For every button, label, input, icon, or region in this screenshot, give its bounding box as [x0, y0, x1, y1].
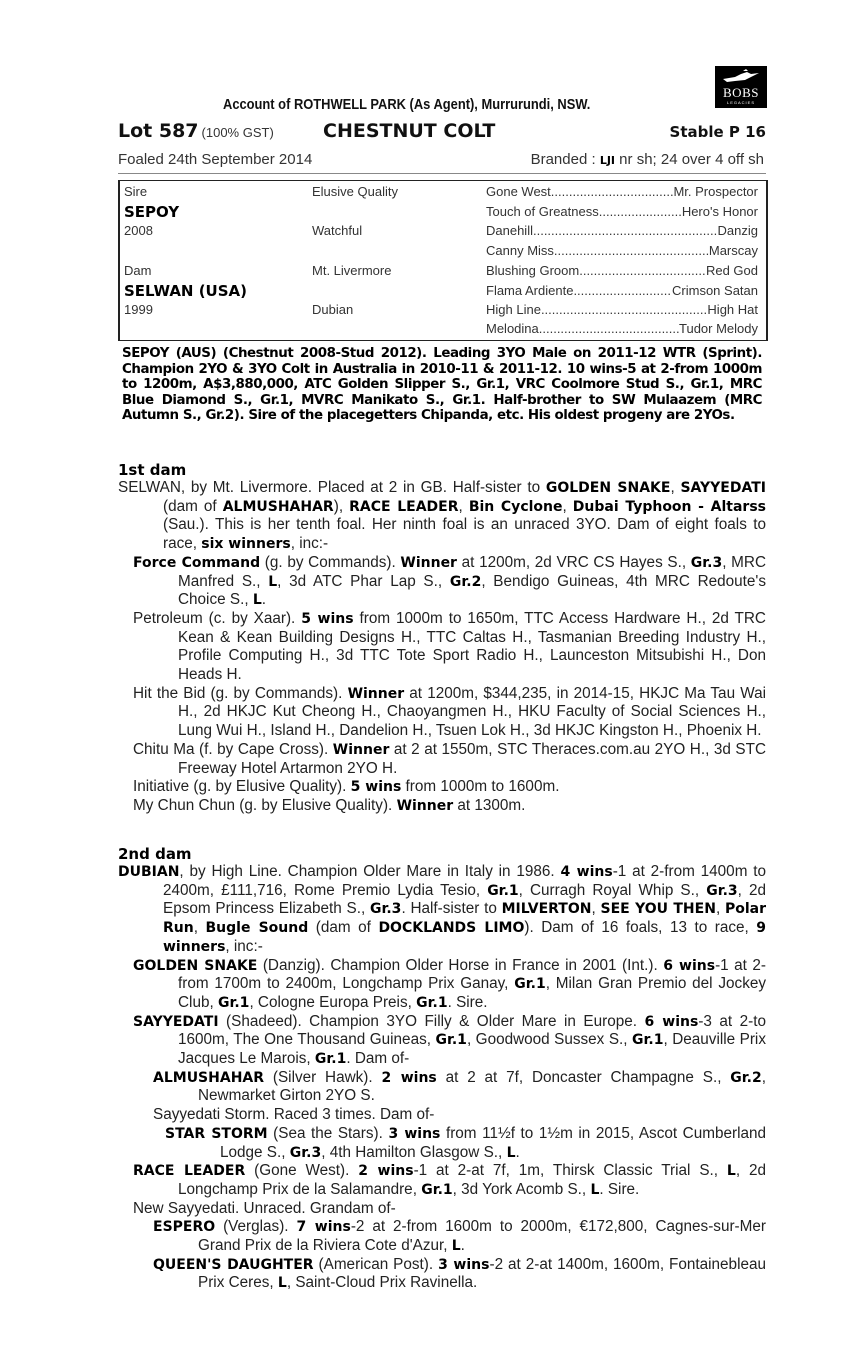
progeny-entry: GOLDEN SNAKE (Danzig). Champion Older Horse in France in 2001 (Int.). 6 wins-1 at 2-from 1700m to 2400m, Longchamp Prix Ganay, Gr.1, Milan Gran Premio del Jockey Club, Gr.1, Cologne Europa Preis, Gr.1. Sire.	[133, 956, 766, 1011]
bold-text: L	[726, 1163, 736, 1180]
second-dam-heading: 2nd dam	[118, 845, 192, 863]
progeny-entry: My Chun Chun (g. by Elusive Quality). Winner at 1300m.	[133, 796, 526, 814]
bold-text: Gr.1	[217, 994, 250, 1011]
brand-detail: nr sh; 24 over 4 off sh	[615, 151, 764, 168]
bold-text: Gr.1	[632, 1032, 664, 1049]
progeny-entry: Sayyedati Storm. Raced 3 times. Dam of-	[153, 1106, 435, 1124]
first-dam-progeny	[118, 554, 766, 816]
bold-text: 9 winners	[163, 920, 767, 955]
bold-text: GOLDEN SNAKE	[133, 957, 258, 974]
bold-text: 4 wins	[560, 864, 613, 880]
progeny-entry: Initiative (g. by Elusive Quality). 5 wins from 1000m to 1600m.	[133, 778, 560, 796]
foaled-date: Foaled 24th September 2014	[118, 151, 313, 168]
bold-text: Gr.1	[314, 1051, 347, 1068]
sire-year: 2008	[124, 223, 153, 238]
bold-text: Gr.2	[449, 573, 482, 590]
progeny-entry: Petroleum (c. by Xaar). 5 wins from 1000m to 1650m, TTC Access Hardware H., 2d TRC Kean & Kean Building Designs H., TTC Caltas H., Tasmanian Breeding Industry H., Profile Computing H., 3d TTC Tote Sport Radio H., Launceston Mitsubishi H., Don Heads H.	[133, 609, 766, 684]
lot-header	[118, 120, 766, 144]
bold-text: Gr.1	[487, 882, 519, 899]
bold-text: Dubai Typhoon - Altarss	[572, 498, 767, 515]
bold-text: Winner	[332, 741, 390, 758]
bold-text: SEE YOU THEN	[600, 901, 716, 918]
gst-note: (100% GST)	[201, 125, 274, 140]
stable-number: Stable P 16	[669, 123, 766, 141]
bold-text: 2 wins	[358, 1163, 414, 1180]
first-dam-intro: SELWAN, by Mt. Livermore. Placed at 2 in GB. Half-sister to GOLDEN SNAKE, SAYYEDATI (dam of ALMUSHAHAR), RACE LEADER, Bin Cyclone, Dubai Typhoon - Altarss (Sau.). This is her tenth foal. Her ninth foal is an unraced 3YO. Dam of eight foals to race, six winners, inc:-	[118, 479, 767, 553]
logo-text: BOBS	[723, 85, 759, 100]
bold-text: Bugle Sound	[205, 920, 309, 937]
bold-text: Gr.3	[289, 1144, 322, 1161]
brand-label: Branded :	[530, 151, 600, 168]
progeny-entry: Force Command (g. by Commands). Winner at 1200m, 2d VRC CS Hayes S., Gr.3, MRC Manfred S., L, 3d ATC Phar Lap S., Gr.2, Bendigo Guineas, 4th MRC Redoute's Choice S., L.	[133, 553, 766, 609]
bold-text: Polar Run	[163, 901, 766, 937]
sire-description: SEPOY (AUS) (Chestnut 2008-Stud 2012). Leading 3YO Male on 2011-12 WTR (Sprint). Champion 2YO & 3YO Colt in Australia in 2010-11 & 2011-12. 10 wins-5 at 2-from 1000m to 1200m, A$3,880,000, ATC Golden Slipper S., Gr.1, VRC Coolmore Stud S., Gr.1, MRC Blue Diamond S., Gr.1, MVRC Manikato S., Gr.1. Half-brother to SW Mulaazem (MRC Autumn S., Gr.2). Sire of the placegetters Chipanda, etc. His oldest progeny are 2YOs.	[122, 346, 762, 424]
sire-label: Sire	[124, 184, 148, 199]
progeny-entry: ALMUSHAHAR (Silver Hawk). 2 wins at 2 at 7f, Doncaster Champagne S., Gr.2, Newmarket Girton 2YO S.	[153, 1068, 766, 1105]
bold-text: Gr.2	[730, 1069, 762, 1086]
bold-text: GOLDEN SNAKE	[545, 480, 671, 496]
bold-text: Gr.1	[421, 1181, 453, 1198]
lot-title: CHESTNUT COLT	[323, 120, 496, 142]
progeny-entry: New Sayyedati. Unraced. Grandam of-	[133, 1199, 396, 1217]
progeny-entry: QUEEN'S DAUGHTER (American Post). 3 wins-2 at 2-at 1400m, 1600m, Fontainebleau Prix Ceres, L, Saint-Cloud Prix Ravinella.	[153, 1255, 766, 1292]
ancestor-row: Gone West ..... Mr. Prospector	[486, 184, 758, 199]
bold-text: L	[252, 592, 262, 609]
bold-text: SAYYEDATI	[133, 1013, 219, 1030]
bold-text: ALMUSHAHAR	[222, 498, 334, 515]
bold-text: six winners	[201, 536, 291, 553]
ancestor-row: High Line ..... High Hat	[486, 302, 758, 317]
dam-dam: Dubian	[312, 302, 354, 317]
bold-text: 7 wins	[296, 1219, 351, 1236]
bold-text: L	[268, 573, 278, 590]
bold-text: Winner	[400, 554, 457, 571]
bold-text: Gr.3	[706, 882, 738, 899]
ancestor-row: Flama Ardiente ..... Crimson Satan	[486, 283, 758, 298]
bold-text: 6 wins	[663, 957, 716, 974]
dam-name: SELWAN (USA)	[124, 282, 248, 300]
ancestor-row: Blushing Groom ..... Red God	[486, 263, 758, 278]
bold-text: STAR STORM	[165, 1125, 268, 1142]
bold-text: 5 wins	[301, 610, 354, 627]
pedigree-table	[118, 180, 768, 341]
bold-text: L	[451, 1238, 461, 1255]
first-dam-section	[118, 462, 766, 816]
bold-text: RACE LEADER	[133, 1163, 246, 1180]
dam-year: 1999	[124, 302, 153, 317]
second-dam-section	[118, 846, 766, 1293]
second-dam-intro: DUBIAN, by High Line. Champion Older Mare in Italy in 1986. 4 wins-1 at 2-from 1400m to 2400m, £111,716, Rome Premio Lydia Tesio, Gr.1, Curragh Royal Whip S., Gr.3, 2d Epsom Princess Elizabeth S., Gr.3. Half-sister to MILVERTON, SEE YOU THEN, Polar Run, Bugle Sound (dam of DOCKLANDS LIMO). Dam of 16 foals, 13 to race, 9 winners, inc:-	[118, 863, 767, 955]
progeny-entry: STAR STORM (Sea the Stars). 3 wins from 11½f to 1½m in 2015, Ascot Cumberland Lodge S., Gr.3, 4th Hamilton Glasgow S., L.	[165, 1124, 766, 1161]
bold-text: Gr.3	[690, 554, 723, 571]
dam-label: Dam	[124, 263, 152, 278]
first-dam-heading: 1st dam	[118, 461, 187, 479]
progeny-entry: Hit the Bid (g. by Commands). Winner at 1200m, $344,235, in 2014-15, HKJC Ma Tau Wai H., 2d HKJC Kut Cheong H., Chaoyangmen H., HKU Faculty of Social Sciences H., Lung Wui H., Island H., Dandelion H., Tsuen Lok H., 3d HKJC Kingston H., Phoenix H.	[133, 684, 767, 740]
brand-mark: LJI	[599, 154, 616, 167]
bold-text: MILVERTON	[501, 901, 592, 918]
bold-text: L	[506, 1144, 516, 1161]
ancestor-row: Touch of Greatness ..... Hero's Honor	[486, 204, 758, 219]
progeny-entry: RACE LEADER (Gone West). 2 wins-1 at 2-at 7f, 1m, Thirsk Classic Trial S., L, 2d Longchamp Prix de la Salamandre, Gr.1, 3d York Acomb S., L. Sire.	[133, 1162, 766, 1198]
logo-subtext: LEGACIES	[726, 100, 755, 105]
bold-text: DOCKLANDS LIMO	[378, 920, 525, 937]
vendor-account: Account of ROTHWELL PARK (As Agent), Murrurundi, NSW.	[223, 96, 591, 113]
bold-text: Winner	[347, 685, 405, 702]
bold-text: RACE LEADER	[349, 498, 459, 515]
ancestor-row: Melodina ..... Tudor Melody	[486, 321, 758, 336]
sire-dam: Watchful	[312, 223, 363, 238]
bobs-logo	[715, 66, 767, 108]
bold-text: Bin Cyclone	[468, 498, 563, 515]
lot-number: Lot 587	[118, 120, 199, 142]
horse-jockey-icon	[721, 69, 761, 85]
bold-text: 2 wins	[381, 1069, 437, 1086]
bold-text: ALMUSHAHAR	[153, 1069, 265, 1086]
bold-text: Winner	[396, 797, 454, 814]
progeny-entry: ESPERO (Verglas). 7 wins-2 at 2-from 1600m to 2000m, €172,800, Cagnes-sur-Mer Grand Prix de la Riviera Cote d'Azur, L.	[153, 1218, 766, 1255]
bold-text: Gr.1	[416, 994, 448, 1011]
second-dam-progeny	[118, 957, 766, 1294]
dam-sire: Mt. Livermore	[312, 263, 392, 278]
ancestor-row: Canny Miss ..... Marscay	[486, 243, 758, 258]
bold-text: Gr.3	[369, 901, 402, 918]
bold-text: Gr.1	[514, 976, 546, 993]
bold-text: L	[277, 1275, 287, 1292]
bold-text: 6 wins	[644, 1013, 699, 1030]
bold-text: 3 wins	[438, 1256, 490, 1273]
divider	[118, 173, 766, 174]
bold-text: 5 wins	[350, 779, 402, 796]
progeny-entry: SAYYEDATI (Shadeed). Champion 3YO Filly & Older Mare in Europe. 6 wins-3 at 2-to 1600m, The One Thousand Guineas, Gr.1, Goodwood Sussex S., Gr.1, Deauville Prix Jacques Le Marois, Gr.1. Dam of-	[133, 1012, 766, 1068]
brand-info	[531, 151, 764, 168]
bold-text: L	[590, 1181, 600, 1198]
bold-text: DUBIAN	[118, 864, 180, 880]
bold-text: Gr.1	[435, 1032, 467, 1049]
sire-name: SEPOY	[124, 203, 180, 221]
bold-text: SAYYEDATI	[680, 480, 766, 496]
bold-text: QUEEN'S DAUGHTER	[153, 1256, 314, 1273]
bold-text: Force Command	[133, 554, 261, 571]
bold-text: 3 wins	[388, 1125, 441, 1142]
sire-sire: Elusive Quality	[312, 184, 398, 199]
ancestor-row: Danehill ..... Danzig	[486, 223, 758, 238]
progeny-entry: Chitu Ma (f. by Cape Cross). Winner at 2 at 1550m, STC Theraces.com.au 2YO H., 3d STC Freeway Hotel Artarmon 2YO H.	[133, 740, 766, 777]
bold-text: ESPERO	[153, 1219, 216, 1236]
